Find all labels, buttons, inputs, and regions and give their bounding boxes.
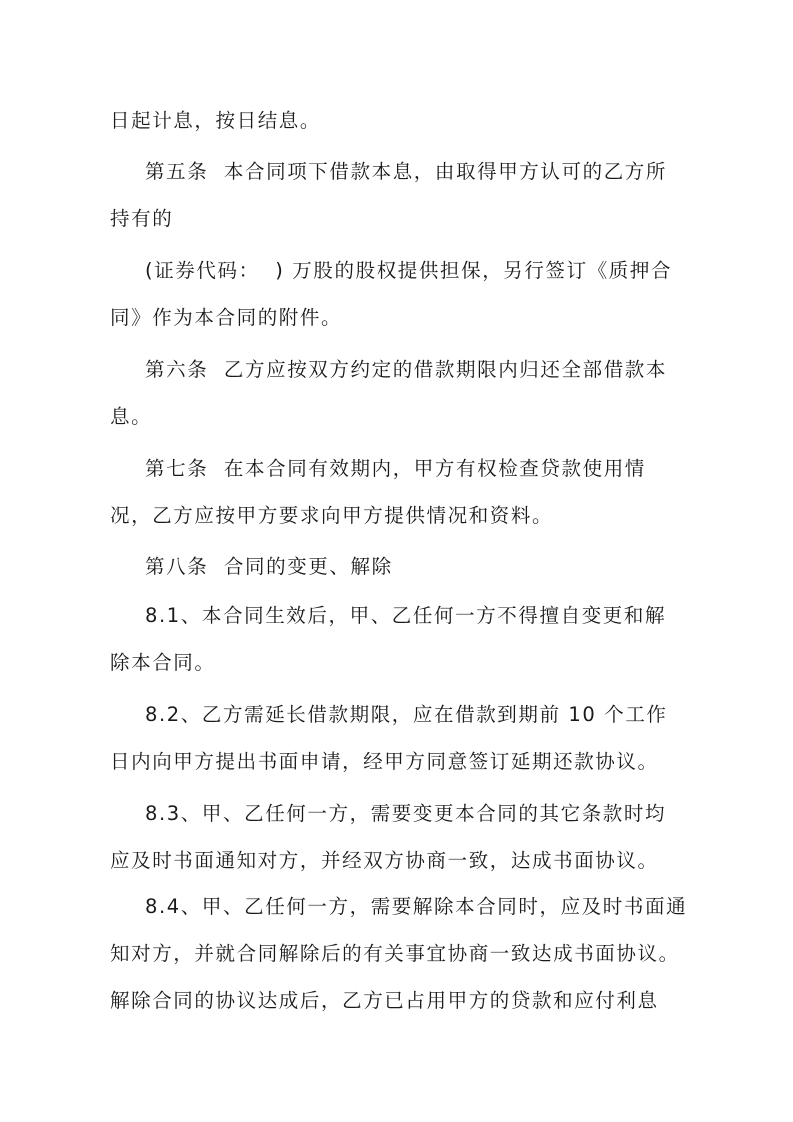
paragraph-clause-8-2: 8.2、乙方需延长借款期限，应在借款到期前 10 个工作日内向甲方提出书面申请，经甲方同意签订延期还款协议。 [110,703,668,773]
paragraph-article-5: 第五条 本合同项下借款本息，由取得甲方认可的乙方所持有的 [110,160,667,230]
paragraph-pledge: (证券代码： ) 万股的股权提供担保，另行签订《质押合同》作为本合同的附件。 [110,259,673,329]
paragraph-clause-8-4: 8.4、甲、乙任何一方，需要解除本合同时，应及时书面通知对方，并就合同解除后的有关事宜协商一致达成书面协议。解除合同的协议达成后，乙方已占用甲方的贷款和应付利息 [110,895,688,1012]
paragraph-article-7: 第七条 在本合同有效期内，甲方有权检查贷款使用情况，乙方应按甲方要求向甲方提供情况和资料。 [110,457,646,527]
paragraph-clause-8-3: 8.3、甲、乙任何一方，需要变更本合同的其它条款时均应及时书面通知对方，并经双方协商一致，达成书面协议。 [110,802,667,872]
paragraph-article-6: 第六条 乙方应按双方约定的借款期限内归还全部借款本息。 [110,358,667,428]
paragraph-clause-8-1: 8.1、本合同生效后，甲、乙任何一方不得擅自变更和解除本合同。 [110,604,667,674]
paragraph-interest-clause: 日起计息，按日结息。 [110,109,322,132]
paragraph-article-8-heading: 第八条 合同的变更、解除 [145,555,393,578]
